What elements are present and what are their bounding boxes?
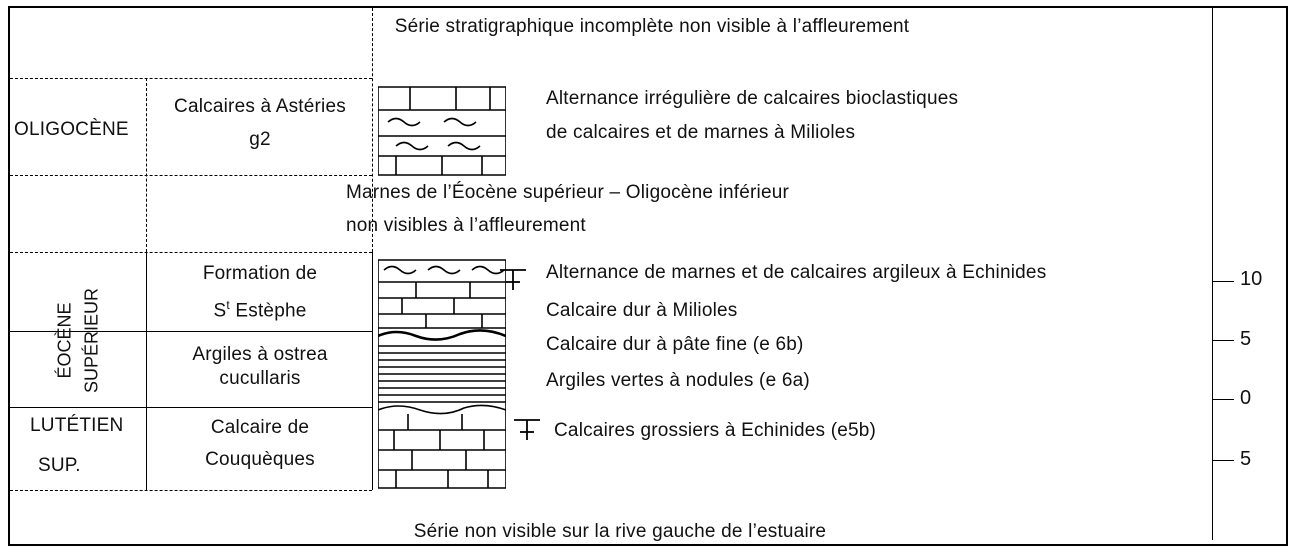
formation-0-line2: g2	[249, 129, 271, 150]
formation-0-line1: Calcaires à Astéries	[174, 96, 346, 117]
scale-label-1: 5	[1240, 328, 1252, 350]
middle-note-line1: Marnes de l’Éocène supérieur – Oligocène inférieur	[346, 182, 790, 203]
scale-label-3: 5	[1240, 448, 1252, 470]
description-5: Calcaires grossiers à Echinides (e5b)	[554, 420, 877, 441]
echinid-symbol-upper	[496, 262, 530, 296]
formation-1-estephe: Estèphe	[229, 300, 307, 322]
col-sep-stage-solid	[146, 252, 147, 490]
stage-label-lutetien-line1: LUTÉTIEN	[30, 415, 124, 436]
col-sep-formation-solid	[372, 252, 373, 490]
rule-top-oligocene	[10, 78, 372, 79]
stage-label-lutetien-line2: SUP.	[38, 455, 81, 476]
formation-1-line2	[150, 298, 370, 322]
scale-label-0: 10	[1240, 268, 1263, 290]
bottom-note: Série non visible sur la rive gauche de l’estuaire	[413, 521, 827, 542]
rule-top-lutetien	[10, 407, 372, 408]
stage-label-eocene-line2: SUPÉRIEUR	[81, 287, 102, 394]
scale-tick-5a	[1212, 340, 1234, 341]
formation-2-line1: Argiles à ostrea	[192, 344, 328, 365]
description-4: Argiles vertes à nodules (e 6a)	[546, 370, 810, 391]
scale-label-2: 0	[1240, 387, 1252, 409]
col-sep-stage-dashed	[146, 78, 147, 252]
rule-top-eocene	[10, 252, 372, 253]
formation-3-line1: Calcaire de	[210, 417, 310, 438]
description-3: Calcaire dur à pâte fine (e 6b)	[546, 334, 804, 355]
scale-tick-0	[1212, 399, 1234, 400]
formation-1-saint: S	[213, 300, 227, 322]
top-note: Série stratigraphique incomplète non visible à l’affleurement	[394, 16, 910, 37]
description-2: Calcaire dur à Milioles	[546, 300, 738, 321]
echinid-symbol-lower	[510, 412, 544, 446]
stage-label-eocene-line1: ÉOCÈNE	[54, 302, 75, 379]
rule-bottom-lutetien	[10, 490, 372, 491]
lithology-log-oligocene	[378, 86, 506, 176]
description-0-line1: Alternance irrégulière de calcaires bioclastiques	[546, 88, 959, 109]
rule-bottom-oligocene	[10, 175, 372, 176]
formation-3-line2: Couquèques	[205, 449, 315, 470]
description-0-line2: de calcaires et de marnes à Milioles	[546, 122, 856, 143]
description-1: Alternance de marnes et de calcaires argileux à Echinides	[546, 262, 1047, 283]
middle-note-line2: non visibles à l’affleurement	[346, 215, 586, 236]
scale-tick-5b	[1212, 460, 1234, 461]
formation-1-sup: t	[226, 298, 230, 312]
stage-label-oligocene: OLIGOCÈNE	[14, 119, 129, 140]
formation-1-line1: Formation de	[202, 263, 318, 284]
formation-2-line2: cucullaris	[219, 368, 301, 389]
scale-tick-10	[1212, 281, 1234, 282]
lithology-log-lower	[378, 258, 506, 490]
